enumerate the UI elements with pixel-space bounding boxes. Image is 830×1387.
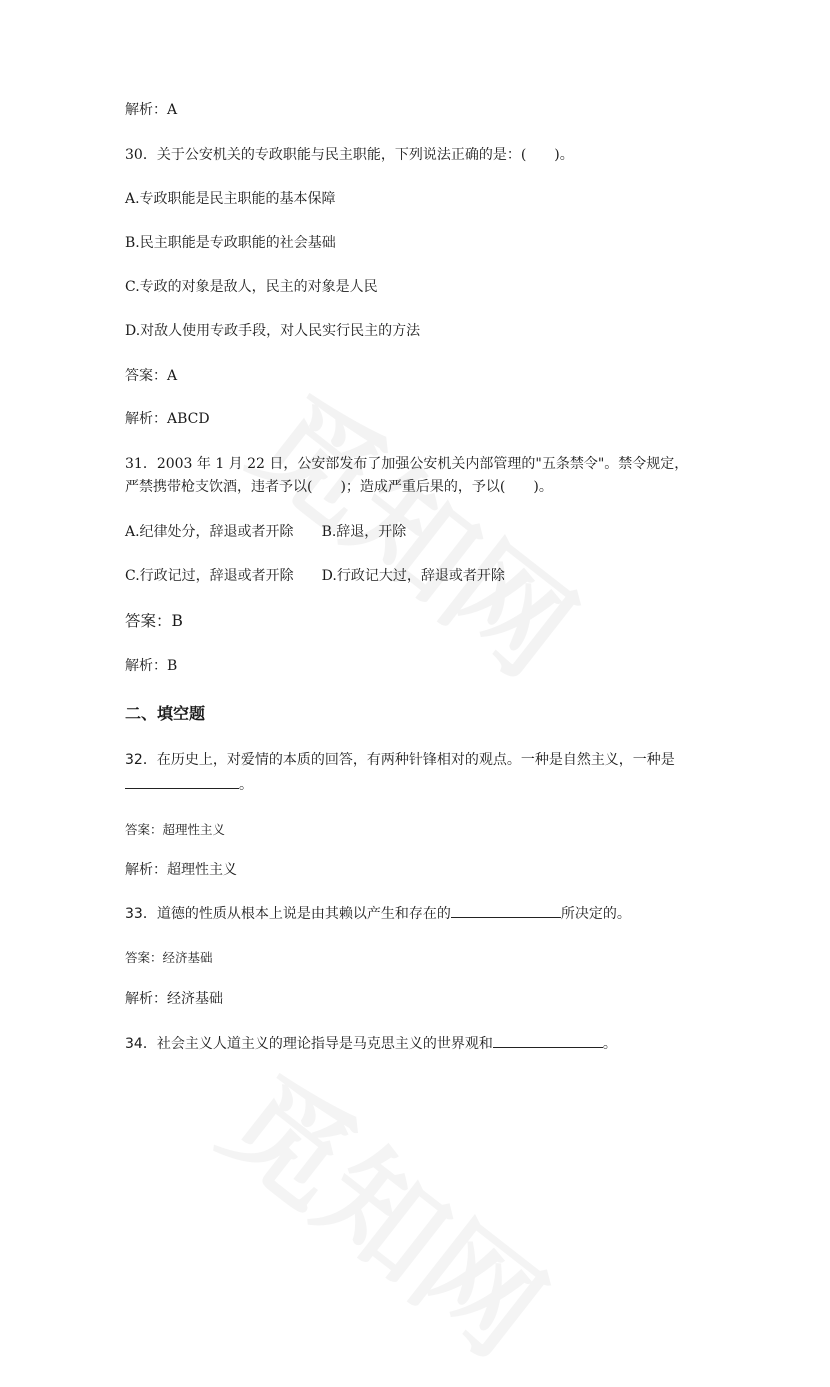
q33-blank[interactable]	[451, 903, 561, 918]
q31-options-row2	[125, 566, 505, 586]
q31-option-c: C.行政记过，辞退或者开除	[125, 568, 294, 584]
q32-analysis: 解析：超理性主义	[125, 862, 237, 878]
q33-answer: 答案：经济基础	[125, 950, 213, 965]
q34-question-start: 34．社会主义人道主义的理论指导是马克思主义的世界观和	[125, 1036, 493, 1052]
q30-option-c: C.专政的对象是敌人，民主的对象是人民	[125, 279, 378, 295]
q30-option-a: A.专政职能是民主职能的基本保障	[125, 191, 336, 207]
q31-answer: 答案：B	[125, 612, 183, 630]
q31-options-row1	[125, 522, 406, 542]
q33-analysis: 解析：经济基础	[125, 991, 223, 1007]
watermark-bottom	[194, 1030, 584, 1387]
q31-option-b: B.辞退，开除	[321, 524, 407, 540]
q29-analysis: 解析：A	[125, 102, 178, 118]
q30-option-d: D.对敌人使用专政手段，对人民实行民主的方法	[125, 323, 421, 339]
q33-question	[125, 903, 631, 924]
q33-question-start: 33．道德的性质从根本上说是由其赖以产生和存在的	[125, 906, 451, 922]
q32-blank[interactable]	[125, 774, 239, 789]
q32-question-line2	[125, 774, 253, 795]
q32-question-line1: 32．在历史上，对爱情的本质的回答，有两种针锋相对的观点。一种是自然主义，一种是	[125, 752, 675, 768]
q32-question-end: 。	[239, 777, 253, 793]
q31-option-a: A.纪律处分，辞退或者开除	[125, 524, 294, 540]
q34-question	[125, 1033, 617, 1054]
q30-answer: 答案：A	[125, 368, 178, 384]
q34-blank[interactable]	[493, 1033, 603, 1048]
q32-answer: 答案：超理性主义	[125, 822, 226, 837]
section-title: 二、填空题	[125, 704, 206, 723]
q31-analysis: 解析：B	[125, 658, 178, 674]
q31-question-line1: 31．2003 年 1 月 22 日，公安部发布了加强公安机关内部管理的"五条禁令"。禁令规定，	[125, 456, 689, 472]
q34-question-end: 。	[602, 1036, 617, 1052]
q31-option-d: D.行政记大过，辞退或者开除	[321, 568, 505, 584]
q30-option-b: B.民主职能是专政职能的社会基础	[125, 235, 336, 251]
q33-question-end: 所决定的。	[560, 906, 631, 922]
q30-analysis: 解析：ABCD	[125, 411, 210, 427]
q31-question-line2: 严禁携带枪支饮酒，违者予以( )；造成严重后果的，予以( )。	[125, 479, 553, 495]
q30-question: 30．关于公安机关的专政职能与民主职能，下列说法正确的是：( )。	[125, 147, 574, 163]
